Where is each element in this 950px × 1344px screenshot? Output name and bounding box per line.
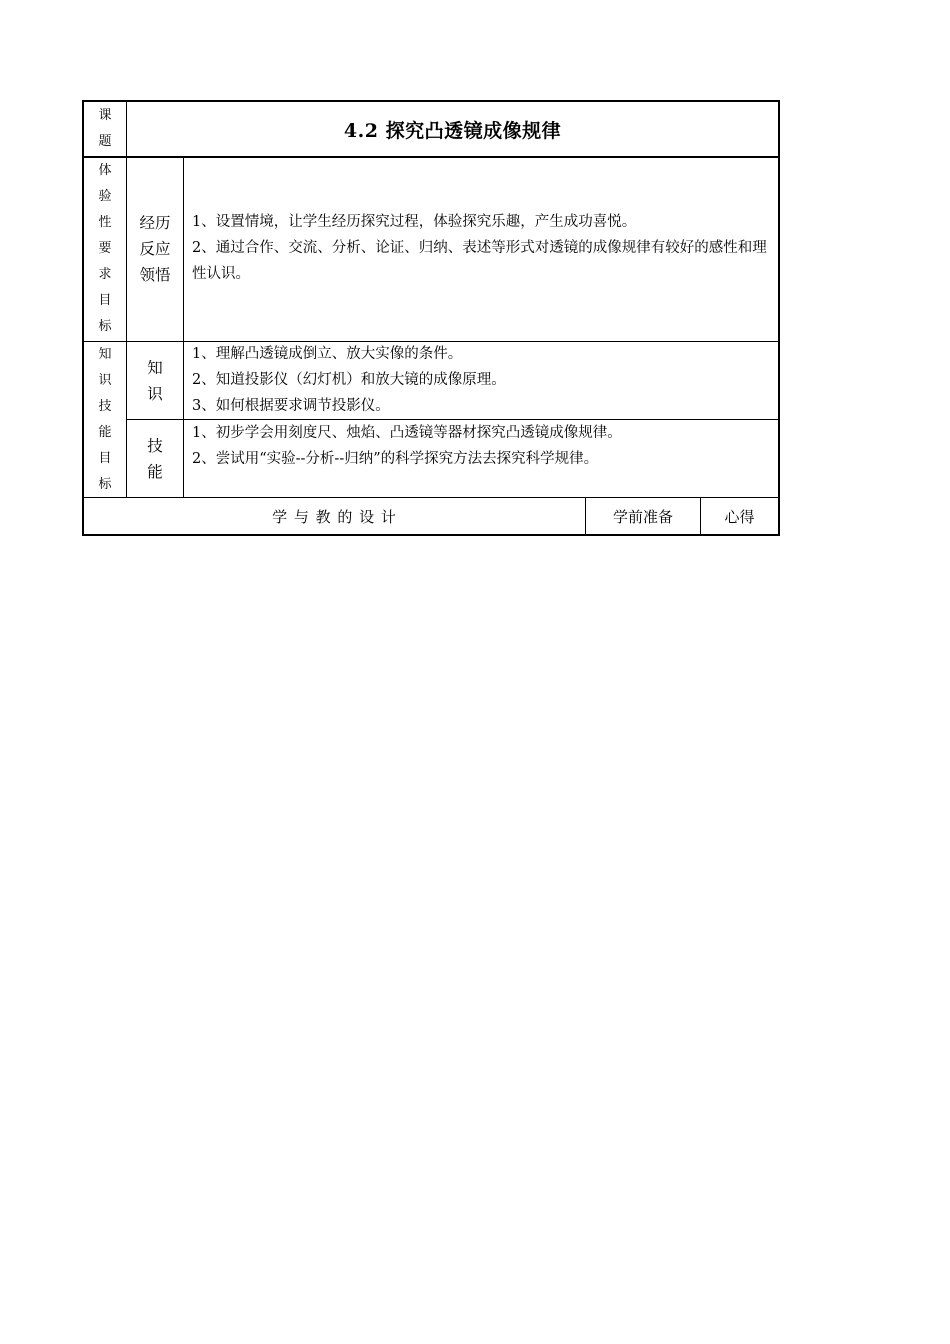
side-label-char: 知 xyxy=(98,347,112,362)
experience-side-label xyxy=(84,158,126,341)
skill-sub-label xyxy=(127,420,183,497)
side-label-char: 验 xyxy=(98,189,112,204)
knowledge-goals xyxy=(184,341,778,419)
side-label-char: 目 xyxy=(98,293,112,308)
knowledge-skill-side-label xyxy=(84,342,126,497)
side-label-char: 能 xyxy=(98,425,112,440)
topic-label-char: 课 xyxy=(98,108,112,123)
side-label-char: 目 xyxy=(98,451,112,466)
design-header: 学 与 教 的 设 计 xyxy=(272,507,397,526)
goal-line: 1、理解凸透镜成倒立、放大实像的条件。 xyxy=(192,346,463,362)
sub-label-line: 能 xyxy=(147,462,163,481)
experience-sub-label xyxy=(127,157,183,341)
notes-header: 心得 xyxy=(724,507,755,526)
sub-label-line: 技 xyxy=(147,436,163,455)
goal-line: 1、初步学会用刻度尺、烛焰、凸透镜等器材探究凸透镜成像规律。 xyxy=(192,425,622,441)
lesson-plan-table xyxy=(82,100,780,536)
skill-goals xyxy=(184,420,778,472)
experience-goals xyxy=(184,209,778,287)
side-label-char: 性 xyxy=(98,215,112,230)
lesson-title: 4.2 探究凸透镜成像规律 xyxy=(343,119,562,142)
side-label-char: 识 xyxy=(98,373,112,388)
sub-label-line: 知 xyxy=(147,358,163,377)
prep-header: 学前准备 xyxy=(612,507,673,526)
goal-line: 2、通过合作、交流、分析、论证、归纳、表述等形式对透镜的成像规律有较好的感性和理性认识。 xyxy=(192,240,767,282)
sub-label-line: 识 xyxy=(147,384,163,403)
sub-label-line: 领悟 xyxy=(139,266,171,284)
sub-label-line: 反应 xyxy=(139,240,171,258)
rule-title-bottom xyxy=(84,156,778,158)
side-label-char: 标 xyxy=(98,477,112,492)
side-label-char: 标 xyxy=(98,319,112,334)
goal-line: 2、尝试用“实验--分析--归纳”的科学探究方法去探究科学规律。 xyxy=(192,451,599,467)
knowledge-sub-label xyxy=(127,342,183,419)
goal-line: 2、知道投影仪（幻灯机）和放大镜的成像原理。 xyxy=(192,372,506,388)
goal-line: 1、设置情境，让学生经历探究过程，体验探究乐趣，产生成功喜悦。 xyxy=(192,214,637,230)
topic-label-char: 题 xyxy=(98,134,112,149)
goal-line: 3、如何根据要求调节投影仪。 xyxy=(192,398,390,414)
side-label-char: 求 xyxy=(98,267,112,282)
sub-label-line: 经历 xyxy=(139,214,171,232)
topic-label xyxy=(84,102,126,156)
side-label-char: 技 xyxy=(98,399,112,414)
side-label-char: 体 xyxy=(98,163,112,178)
side-label-char: 要 xyxy=(98,241,112,256)
